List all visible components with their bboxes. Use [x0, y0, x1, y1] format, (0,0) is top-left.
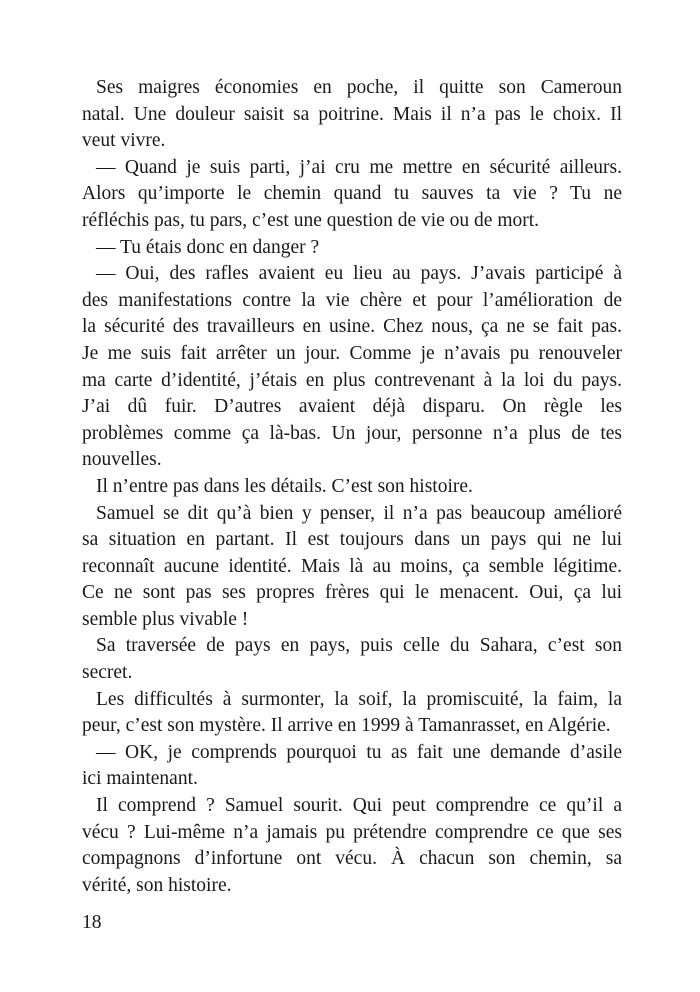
paragraph [82, 501, 622, 634]
text-line: vérité, son histoire. [82, 874, 232, 896]
text-line: Sa traversée de pays en pays, puis celle du Sahara, c’est son [96, 635, 622, 657]
text-line: Ses maigres économies en poche, il quitte son Cameroun [96, 77, 622, 98]
text-line: Il comprend ? Samuel sourit. Qui peut comprendre ce qu’il a [96, 795, 622, 817]
text-line: Alors qu’importe le chemin quand tu sauves ta vie ? Tu ne [82, 183, 622, 205]
text-line: secret. [82, 662, 133, 684]
text-line: — Quand je suis parti, j’ai cru me mettre en sécurité ailleurs. [96, 156, 622, 178]
text-line: ma carte d’identité, j’étais en plus contrevenant à la loi du pays. [82, 369, 622, 391]
text-line: — Oui, des rafles avaient eu lieu au pays. J’avais participé à [96, 263, 622, 285]
paragraph [82, 633, 622, 686]
text-line: réfléchis pas, tu pars, c’est une question de vie ou de mort. [82, 209, 540, 231]
body-text [82, 75, 622, 899]
paragraph [82, 235, 622, 262]
text-line: natal. Une douleur saisit sa poitrine. Mais il n’a pas le choix. Il [82, 103, 622, 125]
paragraph [82, 740, 622, 793]
text-line: peur, c’est son mystère. Il arrive en 1999 à Tamanrasset, en Algérie. [82, 715, 611, 737]
text-line: reconnaît aucune identité. Mais là au moins, ça semble légitime. [82, 555, 622, 577]
paragraph [82, 75, 622, 155]
text-line: des manifestations contre la vie chère et pour l’amélioration de [82, 289, 622, 311]
text-line: Les difficultés à surmonter, la soif, la promiscuité, la faim, la [96, 688, 622, 710]
paragraph [82, 793, 622, 899]
paragraph [82, 687, 622, 740]
text-line: Il n’entre pas dans les détails. C’est son histoire. [96, 475, 473, 497]
text-line: vécu ? Lui-même n’a jamais pu prétendre comprendre ce que ses [82, 821, 622, 843]
text-line: — Tu étais donc en danger ? [96, 236, 320, 258]
text-line: Samuel se dit qu’à bien y penser, il n’a pas beaucoup amélioré [96, 502, 622, 524]
text-line: Ce ne sont pas ses propres frères qui le menacent. Oui, ça lui [82, 582, 622, 604]
text-line: Je me suis fait arrêter un jour. Comme je n’avais pu renouveler [82, 342, 622, 364]
text-line: veut vivre. [82, 130, 166, 152]
text-line: — OK, je comprends pourquoi tu as fait une demande d’asile [96, 741, 622, 763]
paragraph [82, 261, 622, 474]
text-line: J’ai dû fuir. D’autres avaient déjà disparu. On règle les [82, 396, 622, 418]
text-line: nouvelles. [82, 449, 162, 471]
page-number: 18 [82, 912, 102, 933]
text-line: sa situation en partant. Il est toujours dans un pays qui ne lui [82, 529, 622, 551]
text-line: problèmes comme ça là-bas. Un jour, personne n’a plus de tes [82, 422, 622, 444]
text-line: la sécurité des travailleurs en usine. Chez nous, ça ne se fait pas. [82, 316, 622, 338]
text-line: compagnons d’infortune ont vécu. À chacun son chemin, sa [82, 848, 622, 870]
paragraph [82, 474, 622, 501]
text-line: ici maintenant. [82, 768, 198, 790]
paragraph [82, 155, 622, 235]
text-line: semble plus vivable ! [82, 608, 249, 630]
